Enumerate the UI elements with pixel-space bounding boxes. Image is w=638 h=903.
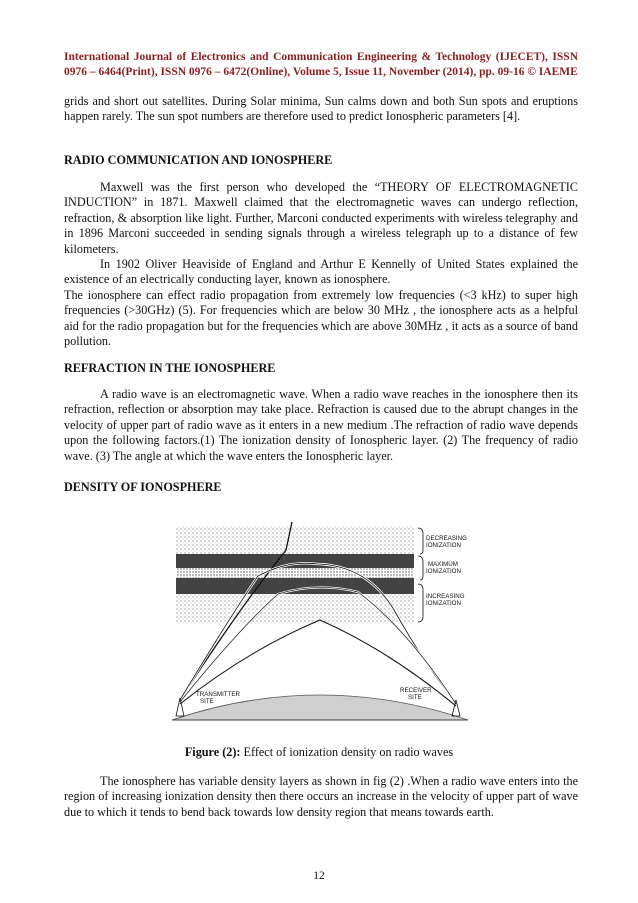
brace-increasing [418, 584, 423, 622]
figure-caption-text: Effect of ionization density on radio waves [240, 745, 454, 759]
layer-maximum [176, 568, 414, 578]
paragraph-refraction: A radio wave is an electromagnetic wave. When a radio wave reaches in the ionosphere then its refraction, reflection or absorption may take place. Refraction is caused due to the abrupt changes in the velocity of upper part of radio wave as it enters in a new medium .The refraction of radio wave depends upon the following factors.(1) The ionization density of Ionospheric layer. (2) The frequency of radio wave. (3) The angle at which the wave enters the Ionospheric layer. [64, 387, 578, 463]
label-decreasing-line2: IONIZATION [426, 542, 461, 549]
earth-surface [172, 695, 468, 720]
brace-decreasing [418, 528, 423, 554]
label-increasing-line1: INCREASING [426, 593, 465, 600]
paragraph-density-layers: The ionosphere has variable density layers as shown in fig (2) .When a radio wave enters into the region of increasing ionization density then there occurs an increase in the velocity of upper part of wave due to which it tends to bend back towards low density region that means towards earth. [64, 774, 578, 819]
paragraph-propagation-frequencies: The ionosphere can effect radio propagation from extremely low frequencies (<3 kHz) to super high frequencies (>30GHz) (5). For frequencies which are below 30 MHz , the ionosphere acts as a helpful aid for the radio propagation but for the frequencies which are above 30MHz , it acts as a source of band pollution. [64, 288, 578, 349]
label-transmitter-line2: SITE [200, 698, 214, 705]
label-maximum-line1: MAXIMUM [428, 561, 458, 568]
figure-caption [0, 745, 638, 760]
label-receiver-line1: RECEIVER [400, 687, 432, 694]
label-transmitter-line1: TRANSMITTER [196, 691, 240, 698]
ionization-density-figure [168, 520, 472, 726]
figure-caption-label: Figure (2): [184, 745, 241, 759]
section-heading-density: DENSITY OF IONOSPHERE [64, 480, 222, 494]
label-maximum-line2: IONIZATION [426, 568, 461, 575]
paragraph-maxwell: Maxwell was the first person who developed the “THEORY OF ELECTROMAGNETIC INDUCTION” in 1871. Maxwell claimed that the electromagnetic waves can undergo reflection, refraction, & absorption like light. Further, Marconi conducted experiments with wireless telegraphy and in 1896 Marconi succeeded in sending signals through a wireless telegraph up to a distance of few kilometers. [64, 180, 578, 256]
layer-upper-decreasing [176, 526, 414, 554]
paragraph-heaviside: In 1902 Oliver Heaviside of England and Arthur E Kennelly of United States explained the existence of an electrically conducting layer, known as ionosphere. [64, 257, 578, 287]
label-decreasing-line1: DECREASING [426, 535, 467, 542]
label-receiver-line2: SITE [408, 694, 422, 701]
running-header: International Journal of Electronics and Communication Engineering & Technology (IJECET), ISSN 0976 – 6464(Print), ISSN 0976 – 6472(Online), Volume 5, Issue 11, November (2014), pp. 09-16 © IAEME [64, 51, 578, 78]
brace-maximum [418, 556, 423, 580]
paragraph-sun-spots: grids and short out satellites. During Solar minima, Sun calms down and both Sun spots and eruptions happen rarely. The sun spot numbers are therefore used to predict Ionospheric parameters [4]. [64, 94, 578, 124]
section-heading-refraction: REFRACTION IN THE IONOSPHERE [64, 361, 276, 375]
label-increasing-line2: IONIZATION [426, 600, 461, 607]
layer-dark-bottom [176, 578, 414, 594]
section-heading-radio-communication: RADIO COMMUNICATION AND IONOSPHERE [64, 153, 333, 167]
page-number: 12 [313, 870, 325, 882]
layer-dark-top [176, 554, 414, 568]
